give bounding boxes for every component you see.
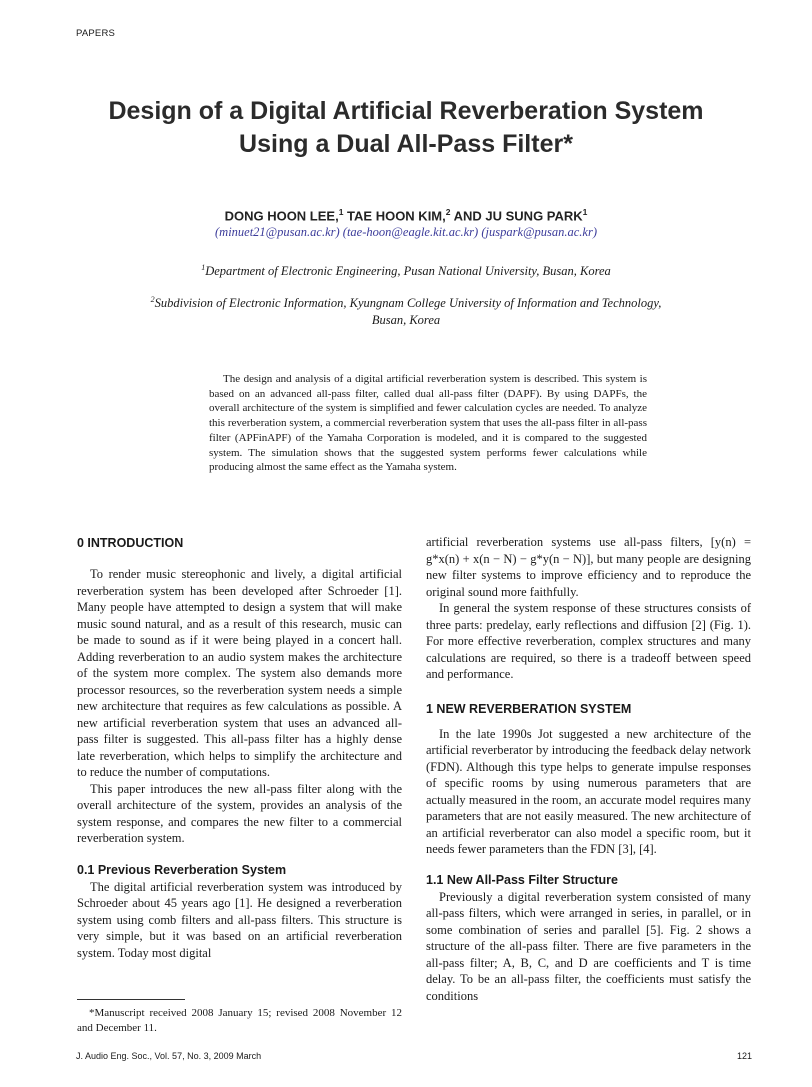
affiliation-1 <box>140 259 672 280</box>
author-emails: (minuet21@pusan.ac.kr) (tae-hoon@eagle.kit.ac.kr) (juspark@pusan.ac.kr) <box>215 225 597 239</box>
section-0-heading: 0 INTRODUCTION <box>77 536 184 550</box>
manuscript-footnote: *Manuscript received 2008 January 15; revised 2008 November 12 and December 11. <box>77 1007 402 1034</box>
author-3-affil: 1 <box>582 207 588 217</box>
title-line-2: Using a Dual All-Pass Filter* <box>239 130 573 158</box>
right-column <box>426 534 751 1004</box>
section-0-1-heading: 0.1 Previous Reverberation System <box>77 862 287 877</box>
author-1-affil: 1 <box>338 207 344 217</box>
affiliation-2 <box>140 291 672 329</box>
affiliation-2-mark: 2 <box>150 295 155 304</box>
author-2: TAE HOON KIM, <box>343 208 446 224</box>
system-response-paragraph: In general the system response of these structures consists of three parts: predelay, early reflections and diffusion [2] (Fig. 1). For more effective reverberation, complex structures and many calculations are required, so there is a tradeoff between speed and performance. <box>426 601 751 681</box>
intro-paragraph-1: To render music stereophonic and lively, a digital artificial reverberation system has been developed after Schroeder [1]. Many people have attempted to design a system that will make music sound natural, and as a result of this research, music can be made to sound as if it were being played in a concert hall. Adding reverberation to an audio system makes the architecture of the system more complex. The system also demands more processor resources, so the reverberation system needs a simple new architecture that requires as few calculations as possible. A new artificial reverberation system that uses an advanced all-pass filter is suggested. This all-pass filter has a highly dense late reverberation, which helps to simplify the architecture and to reduce the number of computations. <box>77 567 402 779</box>
author-list <box>60 207 752 223</box>
section-1-1-heading: 1.1 New All-Pass Filter Structure <box>426 872 618 887</box>
intro-paragraph-2: This paper introduces the new all-pass filter along with the overall architecture of the system, provides an analysis of the system response, and compares the new filter to a commercial reverberation system. <box>77 781 402 845</box>
footnote-divider <box>77 999 185 1000</box>
paper-title <box>60 95 752 161</box>
author-3: AND JU SUNG PARK <box>450 208 583 224</box>
affiliation-1-mark: 1 <box>201 263 206 272</box>
left-column <box>77 534 402 961</box>
filter-structure-paragraph: Previously a digital reverberation system consisted of many all-pass filters, which were arranged in series, in parallel, or in some combination of series and parallel [5]. Fig. 2 shows a structure of the all-pass filter. There are five parameters in the all-pass filter; A, B, C, and D are coefficients and T is time delay. To be an all-pass filter, the coefficients must satisfy the conditions <box>426 889 751 1003</box>
new-system-paragraph: In the late 1990s Jot suggested a new architecture of the artificial reverberator by introducing the feedback delay network (FDN). Although this type helps to generate impulse responses of specific rooms by using numerous parameters that are actually measured in the room, an accurate model requires many parameters that are not easily measured. The new architecture of an artificial reverberator can also model a specific room, but it needs fewer parameters than the FDN [3], [4]. <box>426 726 751 856</box>
affiliation-1-text: Department of Electronic Engineering, Pusan National University, Busan, Korea <box>205 264 611 279</box>
author-2-affil: 2 <box>445 207 451 217</box>
journal-citation: J. Audio Eng. Soc., Vol. 57, No. 3, 2009 March <box>76 1051 262 1061</box>
affiliation-2-text: Subdivision of Electronic Information, Kyungnam College University of Information and Technology, Busan, Korea <box>154 296 662 328</box>
abstract: The design and analysis of a digital artificial reverberation system is described. This system is based on an advanced all-pass filter, called dual all-pass filter (DAPF). By using DAPFs, the overall architecture of the system is simplified and fewer calculation cycles are needed. To analyze this reverberation system, a commercial reverberation system that uses the all-pass filter in all-pass filter (APFinAPF) of the Yamaha Corporation is modeled, and it is compared to the suggested system. The simulation shows that the suggested system performs fewer calculations while producing almost the same effect as the Yamaha system. <box>209 373 647 474</box>
page-number: 121 <box>736 1051 752 1061</box>
author-1: DONG HOON LEE, <box>224 208 339 224</box>
running-head: PAPERS <box>76 28 116 39</box>
title-line-1: Design of a Digital Artificial Reverberation System <box>108 97 704 125</box>
previous-system-paragraph: The digital artificial reverberation system was introduced by Schroeder about 45 years ago [1]. He designed a reverberation system using comb filters and all-pass filters. This structure is very simple, but it was based on an artificial reverberation system. Today most digital <box>77 879 402 960</box>
continued-paragraph: artificial reverberation systems use all-pass filters, [y(n) = g*x(n) + x(n − N) − g*y(n − N)], but many people are designing new filter systems to improve efficiency and to reproduce the original sound more faithfully. <box>426 535 751 599</box>
section-1-heading: 1 NEW REVERBERATION SYSTEM <box>426 701 632 716</box>
